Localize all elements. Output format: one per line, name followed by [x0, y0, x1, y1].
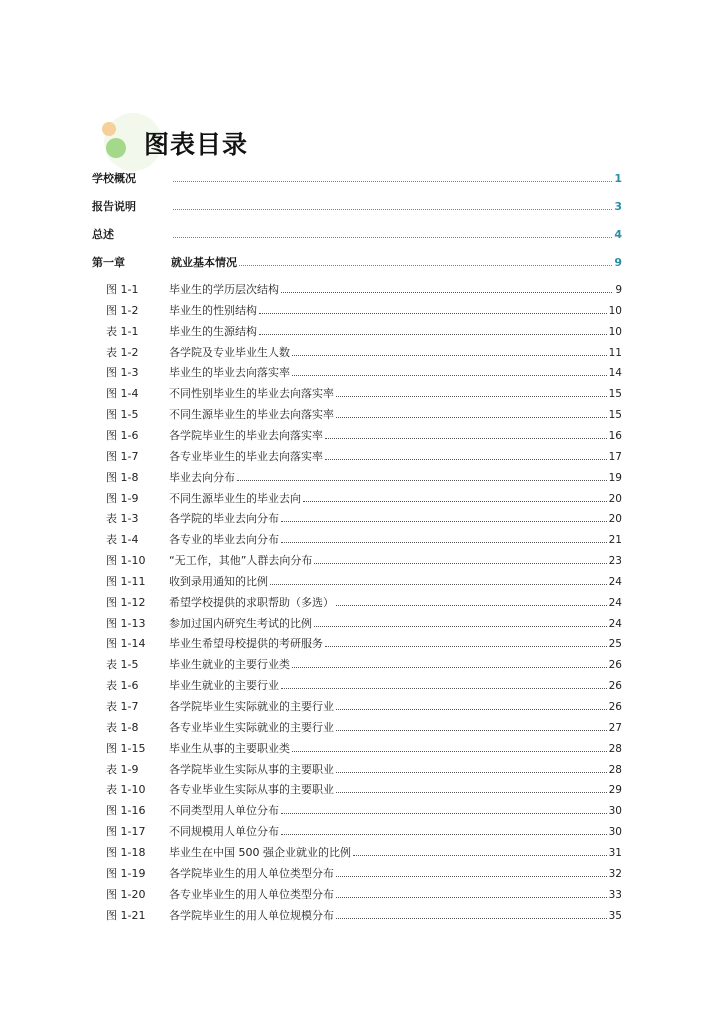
toc-entry-title: 各学院毕业生实际就业的主要行业 — [169, 700, 334, 713]
page-title: 图表目录 — [144, 130, 249, 159]
toc-sub-entry[interactable] — [92, 740, 622, 756]
toc-entry-label: 图 1-10 — [106, 554, 146, 567]
toc-entry-label: 表 1-6 — [106, 679, 139, 692]
toc-entry-label: 表 1-3 — [106, 512, 139, 525]
toc-entry-label: 报告说明 — [92, 200, 136, 213]
toc-entry-title: 各学院毕业生的用人单位规模分布 — [169, 909, 334, 922]
toc-entry-title: 参加过国内研究生考试的比例 — [169, 617, 312, 630]
toc-entry-title: 希望学校提供的求职帮助（多选） — [169, 596, 334, 609]
toc-page-number: 23 — [608, 555, 622, 567]
toc-page-number: 19 — [608, 472, 622, 484]
toc-main-entry[interactable] — [92, 226, 622, 242]
toc-entry-label: 图 1-2 — [106, 304, 139, 317]
toc-page-number: 28 — [608, 743, 622, 755]
toc-leader-dots — [336, 792, 607, 793]
toc-entry-label: 图 1-19 — [106, 867, 146, 880]
toc-entry-title: 不同类型用人单位分布 — [169, 804, 279, 817]
toc-sub-entry[interactable] — [92, 385, 622, 401]
toc-entry-label: 图 1-7 — [106, 450, 139, 463]
toc-entry-label: 第一章 — [92, 256, 125, 269]
toc-sub-entry[interactable] — [92, 427, 622, 443]
toc-sub-entry[interactable] — [92, 886, 622, 902]
decorative-dot-orange — [102, 122, 116, 136]
toc-sub-entry[interactable] — [92, 552, 622, 568]
toc-page-number: 28 — [608, 764, 622, 776]
toc-entry-title: 毕业生的毕业去向落实率 — [169, 366, 290, 379]
toc-entry-title: 就业基本情况 — [171, 256, 237, 269]
toc-entry-title: 毕业生希望母校提供的考研服务 — [169, 637, 323, 650]
toc-entry-title: 毕业去向分布 — [169, 471, 235, 484]
toc-sub-entry[interactable] — [92, 761, 622, 777]
toc-entry-label: 表 1-7 — [106, 700, 139, 713]
toc-entry-label: 图 1-1 — [106, 283, 139, 296]
toc-entry-label: 图 1-20 — [106, 888, 146, 901]
toc-entry-label: 图 1-14 — [106, 637, 146, 650]
toc-sub-entry[interactable] — [92, 490, 622, 506]
toc-entry-label: 表 1-1 — [106, 325, 139, 338]
toc-main-entry[interactable] — [92, 170, 622, 186]
toc-leader-dots — [281, 542, 607, 543]
toc-entry-label: 表 1-9 — [106, 763, 139, 776]
toc-leader-dots — [259, 313, 607, 314]
toc-leader-dots — [281, 292, 612, 293]
toc-page-number: 20 — [608, 513, 622, 525]
toc-entry-title: 不同规模用人单位分布 — [169, 825, 279, 838]
toc-sub-entry[interactable] — [92, 510, 622, 526]
toc-leader-dots — [336, 918, 607, 919]
toc-entry-title: 不同生源毕业生的毕业去向落实率 — [169, 408, 334, 421]
toc-sub-entry[interactable] — [92, 781, 622, 797]
toc-sub-entry[interactable] — [92, 656, 622, 672]
toc-page-number: 3 — [614, 200, 622, 213]
toc-entry-label: 图 1-9 — [106, 492, 139, 505]
toc-entry-label: 图 1-12 — [106, 596, 146, 609]
toc-leader-dots — [292, 667, 607, 668]
toc-page-number: 21 — [608, 534, 622, 546]
toc-sub-entry[interactable] — [92, 719, 622, 735]
toc-page-number: 10 — [608, 326, 622, 338]
toc-sub-entry[interactable] — [92, 865, 622, 881]
toc-page-number: 26 — [608, 701, 622, 713]
toc-page-number: 24 — [608, 597, 622, 609]
toc-entry-title: 各学院及专业毕业生人数 — [169, 346, 290, 359]
toc-leader-dots — [281, 813, 607, 814]
toc-entry-label: 图 1-6 — [106, 429, 139, 442]
toc-entry-label: 图 1-8 — [106, 471, 139, 484]
toc-page-number: 30 — [608, 826, 622, 838]
toc-page-number: 17 — [608, 451, 622, 463]
toc-entry-label: 表 1-10 — [106, 783, 146, 796]
toc-entry-title: 毕业生的生源结构 — [169, 325, 257, 338]
toc-leader-dots — [270, 584, 607, 585]
toc-entry-label: 表 1-8 — [106, 721, 139, 734]
toc-entry-label: 图 1-11 — [106, 575, 146, 588]
toc-sub-entry[interactable] — [92, 281, 622, 297]
toc-page-number: 26 — [608, 680, 622, 692]
toc-leader-dots — [336, 772, 607, 773]
toc-entry-label: 学校概况 — [92, 172, 136, 185]
toc-page-number: 33 — [608, 889, 622, 901]
toc-entry-label: 表 1-5 — [106, 658, 139, 671]
toc-entry-title: 各专业毕业生的用人单位类型分布 — [169, 888, 334, 901]
toc-entry-title: 不同生源毕业生的毕业去向 — [169, 492, 301, 505]
toc-leader-dots — [336, 897, 607, 898]
toc-entry-title: 各专业毕业生实际从事的主要职业 — [169, 783, 334, 796]
toc-page-number: 16 — [608, 430, 622, 442]
toc-main-entry[interactable] — [92, 254, 622, 270]
toc-entry-label: 图 1-15 — [106, 742, 146, 755]
toc-leader-dots — [173, 181, 612, 182]
toc-leader-dots — [173, 237, 612, 238]
toc-main-entry[interactable] — [92, 198, 622, 214]
toc-page-number: 24 — [608, 576, 622, 588]
toc-page-number: 26 — [608, 659, 622, 671]
toc-sub-entry[interactable] — [92, 302, 622, 318]
toc-page-number: 30 — [608, 805, 622, 817]
toc-entry-title: 各专业毕业生实际就业的主要行业 — [169, 721, 334, 734]
toc-entry-label: 图 1-3 — [106, 366, 139, 379]
toc-entry-label: 表 1-2 — [106, 346, 139, 359]
toc-sub-entry[interactable] — [92, 802, 622, 818]
toc-sub-entry[interactable] — [92, 448, 622, 464]
toc-entry-label: 图 1-13 — [106, 617, 146, 630]
toc-entry-title: 毕业生就业的主要行业类 — [169, 658, 290, 671]
toc-sub-entry[interactable] — [92, 573, 622, 589]
toc-leader-dots — [281, 521, 607, 522]
toc-page-number: 14 — [608, 367, 622, 379]
toc-page-number: 11 — [608, 347, 622, 359]
toc-page-number: 10 — [608, 305, 622, 317]
toc-leader-dots — [325, 459, 607, 460]
toc-leader-dots — [173, 209, 612, 210]
toc-page-number: 25 — [608, 638, 622, 650]
decorative-dot-green — [106, 138, 126, 158]
toc-leader-dots — [336, 396, 607, 397]
toc-page-number: 29 — [608, 784, 622, 796]
toc-page-number: 1 — [614, 172, 622, 185]
toc-entry-label: 图 1-16 — [106, 804, 146, 817]
toc-leader-dots — [237, 480, 607, 481]
toc-entry-label: 总述 — [92, 228, 114, 241]
toc-page-number: 4 — [614, 228, 622, 241]
toc-sub-entry[interactable] — [92, 823, 622, 839]
toc-entry-title: 各专业毕业生的毕业去向落实率 — [169, 450, 323, 463]
toc-sub-entry[interactable] — [92, 594, 622, 610]
toc-entry-title: 各学院的毕业去向分布 — [169, 512, 279, 525]
toc-sub-entry[interactable] — [92, 635, 622, 651]
toc-sub-entry[interactable] — [92, 907, 622, 923]
toc-leader-dots — [281, 688, 607, 689]
toc-page-number: 27 — [608, 722, 622, 734]
toc-page-number: 20 — [608, 493, 622, 505]
toc-leader-dots — [336, 730, 607, 731]
toc-leader-dots — [239, 265, 612, 266]
toc-leader-dots — [314, 563, 606, 564]
toc-sub-entry[interactable] — [92, 323, 622, 339]
toc-sub-entry[interactable] — [92, 469, 622, 485]
toc-leader-dots — [259, 334, 607, 335]
toc-page-number: 32 — [608, 868, 622, 880]
toc-entry-label: 图 1-4 — [106, 387, 139, 400]
toc-leader-dots — [336, 709, 607, 710]
toc-page-number: 9 — [614, 256, 622, 269]
toc-leader-dots — [292, 375, 607, 376]
toc-page-number: 15 — [608, 388, 622, 400]
toc-leader-dots — [336, 605, 607, 606]
toc-entry-title: 收到录用通知的比例 — [169, 575, 268, 588]
toc-sub-entry[interactable] — [92, 844, 622, 860]
toc-entry-title: 各专业的毕业去向分布 — [169, 533, 279, 546]
toc-leader-dots — [336, 417, 607, 418]
toc-leader-dots — [325, 438, 607, 439]
toc-page-number: 9 — [615, 284, 622, 296]
toc-entry-title: 各学院毕业生的毕业去向落实率 — [169, 429, 323, 442]
toc-sub-entry[interactable] — [92, 531, 622, 547]
toc-entry-label: 图 1-17 — [106, 825, 146, 838]
toc-sub-entry[interactable] — [92, 698, 622, 714]
toc-page-number: 24 — [608, 618, 622, 630]
toc-entry-title: 毕业生的性别结构 — [169, 304, 257, 317]
toc-entry-label: 图 1-5 — [106, 408, 139, 421]
toc-leader-dots — [292, 751, 607, 752]
toc-entry-title: 各学院毕业生实际从事的主要职业 — [169, 763, 334, 776]
toc-leader-dots — [303, 501, 607, 502]
toc-leader-dots — [336, 876, 607, 877]
toc-sub-entry[interactable] — [92, 677, 622, 693]
toc-leader-dots — [292, 355, 607, 356]
toc-entry-label: 图 1-21 — [106, 909, 146, 922]
toc-leader-dots — [314, 626, 607, 627]
toc-entry-title: 毕业生的学历层次结构 — [169, 283, 279, 296]
toc-page-number: 15 — [608, 409, 622, 421]
toc-entry-title: “无工作，其他”人群去向分布 — [169, 554, 313, 567]
toc-entry-title: 各学院毕业生的用人单位类型分布 — [169, 867, 334, 880]
toc-entry-label: 图 1-18 — [106, 846, 146, 859]
toc-leader-dots — [353, 855, 607, 856]
toc-entry-title: 毕业生从事的主要职业类 — [169, 742, 290, 755]
toc-sub-entry[interactable] — [92, 615, 622, 631]
toc-sub-entry[interactable] — [92, 406, 622, 422]
toc-sub-entry[interactable] — [92, 344, 622, 360]
toc-sub-entry[interactable] — [92, 364, 622, 380]
toc-entry-title: 毕业生就业的主要行业 — [169, 679, 279, 692]
toc-entry-title: 不同性别毕业生的毕业去向落实率 — [169, 387, 334, 400]
toc-page-number: 35 — [608, 910, 622, 922]
toc-leader-dots — [325, 646, 607, 647]
toc-entry-label: 表 1-4 — [106, 533, 139, 546]
toc-entry-title: 毕业生在中国 500 强企业就业的比例 — [169, 846, 351, 859]
toc-leader-dots — [281, 834, 607, 835]
toc-page-number: 31 — [608, 847, 622, 859]
